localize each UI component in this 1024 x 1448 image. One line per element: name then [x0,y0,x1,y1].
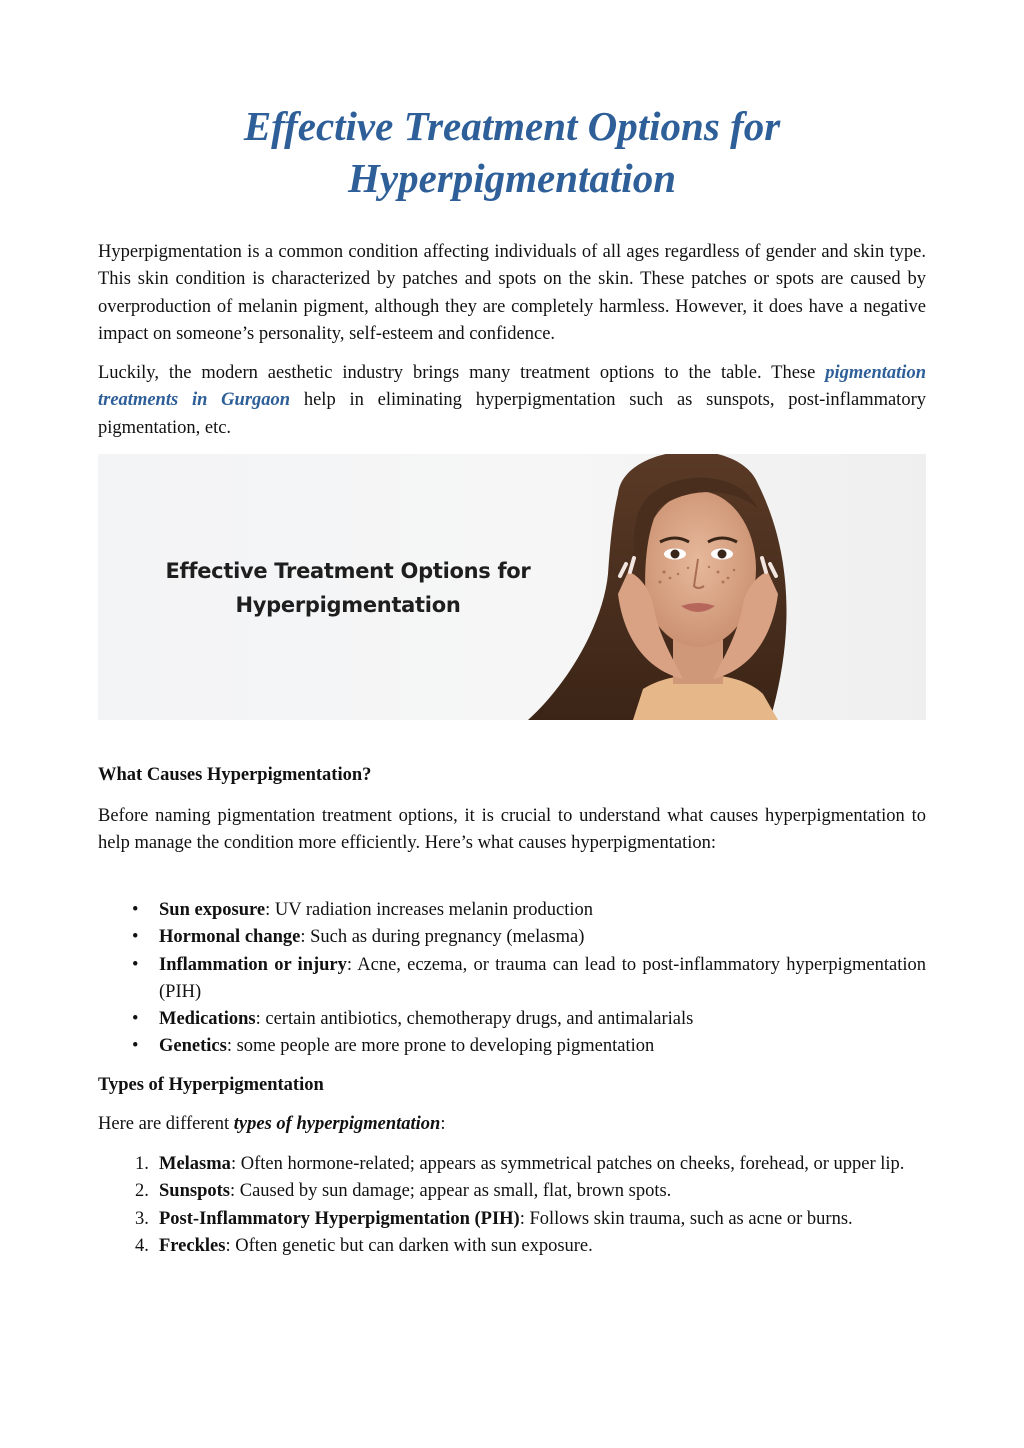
type-term: Freckles [159,1235,226,1256]
types-intro-paragraph [98,1111,926,1138]
cause-description: : some people are more prone to developing pigmentation [226,1036,655,1057]
type-term: Melasma [159,1154,231,1174]
causes-intro-paragraph: Before naming pigmentation treatment options, it is crucial to understand what causes hyperpigmentation to help manage the condition more efficiently. Here’s what causes hyperpigmentation: [98,806,926,854]
type-description: : Often hormone-related; appears as symmetrical patches on cheeks, forehead, or upper lip. [230,1154,905,1174]
cause-item [98,897,926,924]
cause-item [98,1033,926,1060]
types-list [98,1151,926,1260]
pigmentation-treatments-link[interactable]: pigmentation treatments in Gurgaon [98,363,926,411]
cause-term: Medications [159,1009,256,1030]
page-title: Effective Treatment Options for Hyperpigmentation [243,103,781,201]
section-heading-types: Types of Hyperpigmentation [98,1075,324,1095]
type-description: : Often genetic but can darken with sun exposure. [225,1235,593,1256]
cause-description: : Such as during pregnancy (melasma) [300,927,585,948]
intro-text-after: help in eliminating hyperpigmentation such as sunspots, post-inflammatory pigmentation, etc. [98,390,926,438]
cause-item [98,924,926,951]
cause-item [98,1006,926,1033]
cause-item [98,952,926,1007]
cause-term: Genetics [159,1036,227,1057]
bullet-icon: • [132,1036,139,1057]
type-description: : Follows skin trauma, such as acne or burns. [519,1208,853,1229]
cause-description: : Acne, eczema, or trauma can lead to post-inflammatory hyperpigmentation (PIH) [159,954,926,1002]
type-term: Sunspots [159,1181,230,1202]
bullet-icon: • [132,900,139,920]
cause-description: : UV radiation increases melanin production [265,900,594,920]
cause-term: Inflammation or injury [159,954,347,975]
types-of-hyperpigmentation-link[interactable]: types of hyperpigmentation [233,1114,441,1134]
section-heading-causes: What Causes Hyperpigmentation? [98,765,372,785]
list-number: 1. [135,1154,149,1174]
bullet-icon: • [132,1009,139,1030]
intro-paragraph: Hyperpigmentation is a common condition affecting individuals of all ages regardless of gender and skin type. This skin condition is characterized by patches and spots on the skin. These patches or spots are caused by overproduction of melanin pigment, although they are completely harmless. However, it does have a negative impact on someone’s personality, self-esteem and confidence. [98,242,926,344]
hero-banner-text [138,554,558,622]
hero-banner-image [98,454,926,720]
list-number: 2. [135,1181,149,1202]
type-description: : Caused by sun damage; appear as small, flat, brown spots. [229,1181,672,1202]
type-term: Post-Inflammatory Hyperpigmentation (PIH) [159,1208,520,1229]
hero-line-1: Effective Treatment Options for [165,559,531,583]
intro-paragraph-2 [98,360,926,442]
type-item [98,1178,926,1205]
cause-term: Hormonal change [159,927,301,948]
types-intro-after: : [440,1114,446,1134]
type-item [98,1233,926,1260]
bullet-icon: • [132,954,139,975]
cause-description: : certain antibiotics, chemotherapy drugs, and antimalarials [255,1009,694,1030]
types-intro-before: Here are different [98,1114,234,1134]
list-number: 3. [135,1208,149,1229]
type-item [98,1206,926,1233]
bullet-icon: • [132,927,139,948]
cause-term: Sun exposure [159,900,266,920]
intro-text-before: Luckily, the modern aesthetic industry brings many treatment options to the table. These [98,363,826,383]
hero-line-2: Hyperpigmentation [235,593,461,617]
list-number: 4. [135,1235,149,1256]
causes-list [98,897,926,1061]
type-item [98,1151,926,1178]
